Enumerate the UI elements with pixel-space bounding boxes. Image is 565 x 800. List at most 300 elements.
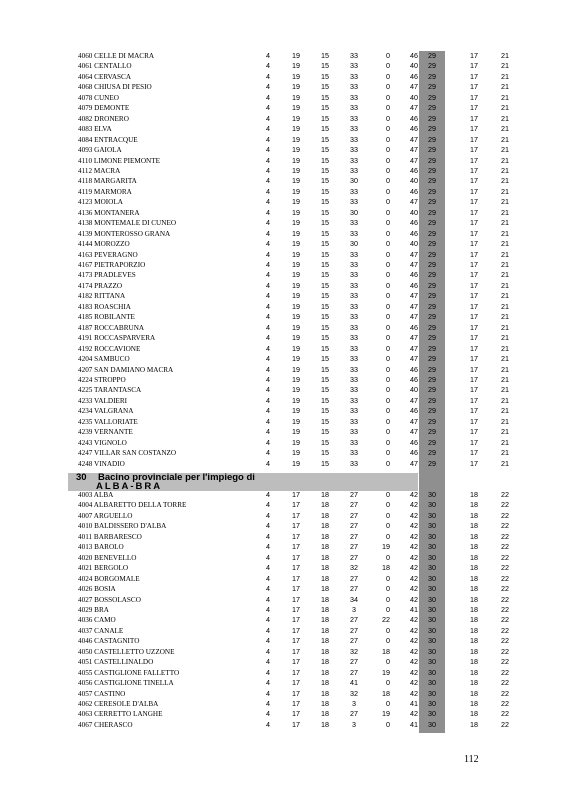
col-5: 0 (386, 155, 390, 165)
col-2: 19 (292, 113, 300, 123)
col-3: 15 (321, 312, 329, 322)
col-8: 17 (470, 239, 478, 249)
col-3: 15 (321, 343, 329, 353)
col-1: 4 (266, 103, 270, 113)
col-1: 4 (266, 584, 270, 594)
col-9: 22 (501, 510, 509, 520)
col-7: 29 (428, 354, 436, 364)
table-row (0, 61, 565, 71)
col-5: 0 (386, 51, 390, 60)
municipality-name: 4234 VALGRANA (78, 407, 134, 416)
col-4: 27 (350, 636, 358, 646)
col-9: 21 (501, 354, 509, 364)
col-2: 19 (292, 82, 300, 92)
col-3: 18 (321, 709, 329, 719)
col-1: 4 (266, 395, 270, 405)
col-3: 15 (321, 207, 329, 217)
col-4: 33 (350, 92, 358, 102)
col-7: 29 (428, 301, 436, 311)
col-1: 4 (266, 531, 270, 541)
col-5: 0 (386, 490, 390, 499)
col-3: 18 (321, 594, 329, 604)
col-2: 19 (292, 176, 300, 186)
col-1: 4 (266, 176, 270, 186)
col-5: 0 (386, 270, 390, 280)
col-2: 19 (292, 165, 300, 175)
col-4: 27 (350, 542, 358, 552)
municipality-name: 4182 RITTANA (78, 292, 126, 301)
col-6: 42 (410, 646, 418, 656)
table-row (0, 417, 565, 427)
col-6: 42 (410, 500, 418, 510)
section-header (68, 473, 418, 491)
col-9: 21 (501, 134, 509, 144)
col-7: 30 (428, 615, 436, 625)
col-5: 0 (386, 124, 390, 134)
col-9: 22 (501, 615, 509, 625)
col-3: 18 (321, 646, 329, 656)
col-8: 18 (470, 678, 478, 688)
col-8: 18 (470, 667, 478, 677)
col-8: 17 (470, 343, 478, 353)
table-row (0, 187, 565, 197)
col-5: 0 (386, 228, 390, 238)
col-6: 42 (410, 678, 418, 688)
col-8: 17 (470, 427, 478, 437)
col-9: 21 (501, 228, 509, 238)
col-2: 19 (292, 291, 300, 301)
col-1: 4 (266, 92, 270, 102)
municipality-name: 4010 BALDISSERO D'ALBA (78, 522, 167, 531)
col-6: 42 (410, 510, 418, 520)
municipality-name: 4055 CASTIGLIONE FALLETTO (78, 668, 180, 677)
col-2: 17 (292, 657, 300, 667)
table-row (0, 323, 565, 333)
col-3: 15 (321, 165, 329, 175)
col-6: 42 (410, 615, 418, 625)
col-4: 33 (350, 103, 358, 113)
col-1: 4 (266, 636, 270, 646)
col-9: 21 (501, 207, 509, 217)
col-4: 33 (350, 113, 358, 123)
municipality-name: 4027 BOSSOLASCO (78, 595, 141, 604)
col-8: 17 (470, 134, 478, 144)
col-9: 21 (501, 291, 509, 301)
col-3: 15 (321, 437, 329, 447)
col-7: 30 (428, 552, 436, 562)
col-2: 17 (292, 678, 300, 688)
table-row (0, 626, 565, 636)
col-6: 47 (410, 343, 418, 353)
col-2: 17 (292, 667, 300, 677)
col-7: 29 (428, 82, 436, 92)
table-row (0, 699, 565, 709)
col-1: 4 (266, 312, 270, 322)
col-2: 19 (292, 364, 300, 374)
col-5: 0 (386, 427, 390, 437)
table-row (0, 218, 565, 228)
col-4: 33 (350, 374, 358, 384)
col-2: 17 (292, 688, 300, 698)
col-3: 18 (321, 573, 329, 583)
col-8: 17 (470, 260, 478, 269)
col-4: 33 (350, 186, 358, 196)
col-8: 18 (470, 584, 478, 594)
col-9: 22 (501, 573, 509, 583)
col-8: 17 (470, 437, 478, 447)
col-5: 0 (386, 249, 390, 259)
col-6: 42 (410, 688, 418, 698)
col-2: 19 (292, 270, 300, 280)
col-6: 42 (410, 594, 418, 604)
col-3: 18 (321, 667, 329, 677)
col-3: 15 (321, 239, 329, 249)
table-row (0, 605, 565, 615)
col-5: 0 (386, 678, 390, 688)
col-4: 33 (350, 280, 358, 290)
col-8: 17 (470, 458, 478, 468)
col-4: 41 (350, 678, 358, 688)
col-8: 17 (470, 124, 478, 134)
municipality-name: 4060 CELLE DI MACRA (78, 52, 155, 60)
col-3: 18 (321, 678, 329, 688)
col-1: 4 (266, 719, 270, 729)
col-1: 4 (266, 218, 270, 228)
col-1: 4 (266, 625, 270, 635)
col-2: 19 (292, 437, 300, 447)
municipality-name: 4139 MONTEROSSO GRANA (78, 229, 171, 238)
col-6: 46 (410, 322, 418, 332)
table-row (0, 448, 565, 458)
col-7: 29 (428, 364, 436, 374)
col-2: 17 (292, 542, 300, 552)
col-7: 30 (428, 604, 436, 614)
col-7: 29 (428, 416, 436, 426)
col-1: 4 (266, 113, 270, 123)
col-8: 18 (470, 542, 478, 552)
col-7: 30 (428, 542, 436, 552)
section-subtitle: ALBA-BRA (96, 481, 163, 492)
col-4: 30 (350, 176, 358, 186)
col-5: 0 (386, 604, 390, 614)
table-row (0, 375, 565, 385)
col-5: 0 (386, 719, 390, 729)
col-8: 17 (470, 312, 478, 322)
municipality-name: 4084 ENTRACQUE (78, 135, 138, 144)
col-9: 21 (501, 448, 509, 458)
col-9: 22 (501, 657, 509, 667)
col-5: 0 (386, 145, 390, 155)
col-8: 17 (470, 218, 478, 228)
col-4: 32 (350, 563, 358, 573)
col-1: 4 (266, 374, 270, 384)
col-8: 17 (470, 228, 478, 238)
municipality-name: 4187 ROCCABRUNA (78, 323, 145, 332)
municipality-name: 4037 CANALE (78, 626, 124, 635)
col-6: 46 (410, 113, 418, 123)
col-1: 4 (266, 301, 270, 311)
col-1: 4 (266, 573, 270, 583)
col-7: 29 (428, 124, 436, 134)
col-3: 15 (321, 448, 329, 458)
col-6: 40 (410, 385, 418, 395)
col-3: 18 (321, 688, 329, 698)
col-6: 47 (410, 103, 418, 113)
col-3: 18 (321, 604, 329, 614)
table-row (0, 103, 565, 113)
col-7: 29 (428, 228, 436, 238)
col-9: 21 (501, 406, 509, 416)
table-row (0, 291, 565, 301)
municipality-name: 4118 MARGARITA (78, 177, 137, 186)
municipality-name: 4225 TARANTASCA (78, 386, 142, 395)
col-1: 4 (266, 270, 270, 280)
col-3: 15 (321, 155, 329, 165)
municipality-name: 4204 SAMBUCO (78, 355, 130, 364)
col-6: 46 (410, 364, 418, 374)
col-5: 19 (382, 709, 390, 719)
col-3: 15 (321, 228, 329, 238)
col-2: 19 (292, 354, 300, 364)
col-4: 33 (350, 124, 358, 134)
table-row (0, 657, 565, 667)
col-2: 19 (292, 228, 300, 238)
col-1: 4 (266, 343, 270, 353)
col-7: 29 (428, 155, 436, 165)
col-3: 18 (321, 699, 329, 708)
col-6: 42 (410, 573, 418, 583)
col-7: 29 (428, 176, 436, 186)
table-row (0, 312, 565, 322)
col-2: 19 (292, 134, 300, 144)
col-5: 0 (386, 521, 390, 531)
col-3: 15 (321, 134, 329, 144)
municipality-name: 4123 MOIOLA (78, 198, 123, 207)
col-4: 27 (350, 490, 358, 499)
municipality-name: 4093 GAIOLA (78, 146, 122, 155)
col-1: 4 (266, 239, 270, 249)
col-7: 29 (428, 103, 436, 113)
col-4: 3 (352, 699, 356, 708)
col-1: 4 (266, 510, 270, 520)
municipality-name: 4183 ROASCHIA (78, 302, 131, 311)
col-1: 4 (266, 207, 270, 217)
col-9: 22 (501, 521, 509, 531)
col-3: 18 (321, 584, 329, 594)
col-6: 46 (410, 51, 418, 60)
col-7: 29 (428, 92, 436, 102)
col-3: 15 (321, 280, 329, 290)
col-5: 22 (382, 615, 390, 625)
table-row (0, 595, 565, 605)
col-1: 4 (266, 61, 270, 71)
municipality-name: 4207 SAN DAMIANO MACRA (78, 365, 174, 374)
col-6: 40 (410, 207, 418, 217)
col-4: 33 (350, 197, 358, 207)
col-8: 18 (470, 594, 478, 604)
col-8: 17 (470, 395, 478, 405)
col-2: 17 (292, 584, 300, 594)
col-1: 4 (266, 521, 270, 531)
table-row (0, 250, 565, 260)
col-2: 17 (292, 719, 300, 729)
table-row (0, 615, 565, 625)
col-2: 19 (292, 260, 300, 269)
col-5: 0 (386, 406, 390, 416)
col-4: 27 (350, 510, 358, 520)
col-9: 21 (501, 176, 509, 186)
col-5: 18 (382, 563, 390, 573)
col-3: 15 (321, 71, 329, 81)
col-3: 15 (321, 61, 329, 71)
municipality-name: 4224 STROPPO (78, 375, 126, 384)
table-row (0, 385, 565, 395)
col-7: 29 (428, 197, 436, 207)
col-3: 15 (321, 92, 329, 102)
col-7: 30 (428, 699, 436, 708)
col-8: 17 (470, 51, 478, 60)
col-5: 0 (386, 186, 390, 196)
municipality-name: 4068 CHIUSA DI PESIO (78, 83, 152, 92)
col-6: 46 (410, 270, 418, 280)
col-1: 4 (266, 667, 270, 677)
col-8: 17 (470, 333, 478, 343)
section-title: Bacino provinciale per l'impiego di (98, 472, 255, 483)
municipality-name: 4020 BENEVELLO (78, 553, 137, 562)
col-4: 33 (350, 61, 358, 71)
col-4: 30 (350, 239, 358, 249)
municipality-name: 4163 PEVERAGNO (78, 250, 138, 259)
col-6: 46 (410, 124, 418, 134)
col-3: 15 (321, 249, 329, 259)
col-6: 46 (410, 406, 418, 416)
col-7: 30 (428, 594, 436, 604)
col-7: 29 (428, 437, 436, 447)
col-4: 3 (352, 604, 356, 614)
col-2: 17 (292, 552, 300, 562)
col-6: 42 (410, 531, 418, 541)
col-6: 46 (410, 218, 418, 228)
col-9: 21 (501, 280, 509, 290)
col-4: 27 (350, 657, 358, 667)
col-9: 21 (501, 197, 509, 207)
col-6: 47 (410, 416, 418, 426)
col-8: 18 (470, 625, 478, 635)
col-5: 0 (386, 374, 390, 384)
col-7: 30 (428, 584, 436, 594)
col-8: 18 (470, 604, 478, 614)
col-6: 47 (410, 155, 418, 165)
col-6: 46 (410, 165, 418, 175)
table-row (0, 709, 565, 719)
col-4: 33 (350, 82, 358, 92)
col-6: 42 (410, 521, 418, 531)
col-4: 33 (350, 301, 358, 311)
col-4: 27 (350, 521, 358, 531)
col-8: 17 (470, 61, 478, 71)
col-9: 22 (501, 604, 509, 614)
col-2: 19 (292, 343, 300, 353)
col-7: 29 (428, 343, 436, 353)
col-1: 4 (266, 322, 270, 332)
col-9: 21 (501, 186, 509, 196)
col-5: 0 (386, 552, 390, 562)
col-5: 0 (386, 103, 390, 113)
col-6: 40 (410, 239, 418, 249)
col-3: 15 (321, 427, 329, 437)
table-row (0, 720, 565, 730)
municipality-name: 4144 MOROZZO (78, 240, 130, 249)
col-9: 22 (501, 500, 509, 510)
col-4: 33 (350, 458, 358, 468)
col-8: 17 (470, 280, 478, 290)
col-2: 19 (292, 312, 300, 322)
col-6: 46 (410, 448, 418, 458)
municipality-name: 4185 ROBILANTE (78, 313, 135, 322)
municipality-name: 4119 MARMORA (78, 187, 132, 196)
col-5: 18 (382, 646, 390, 656)
col-6: 46 (410, 71, 418, 81)
col-7: 30 (428, 563, 436, 573)
col-2: 17 (292, 646, 300, 656)
table-row (0, 438, 565, 448)
col-5: 0 (386, 333, 390, 343)
col-9: 21 (501, 270, 509, 280)
col-5: 0 (386, 291, 390, 301)
col-2: 17 (292, 625, 300, 635)
col-9: 21 (501, 395, 509, 405)
col-5: 0 (386, 260, 390, 269)
municipality-name: 4083 ELVA (78, 125, 112, 134)
col-2: 17 (292, 594, 300, 604)
col-3: 15 (321, 113, 329, 123)
col-5: 0 (386, 280, 390, 290)
col-6: 42 (410, 563, 418, 573)
col-8: 18 (470, 709, 478, 719)
table-row (0, 647, 565, 657)
col-9: 21 (501, 103, 509, 113)
col-1: 4 (266, 197, 270, 207)
col-8: 18 (470, 563, 478, 573)
col-5: 0 (386, 531, 390, 541)
col-3: 15 (321, 354, 329, 364)
col-1: 4 (266, 280, 270, 290)
col-6: 46 (410, 374, 418, 384)
table-row (0, 636, 565, 646)
col-7: 29 (428, 134, 436, 144)
col-1: 4 (266, 416, 270, 426)
table-row (0, 406, 565, 416)
col-7: 29 (428, 186, 436, 196)
col-5: 0 (386, 165, 390, 175)
table-row (0, 166, 565, 176)
col-1: 4 (266, 186, 270, 196)
col-5: 19 (382, 667, 390, 677)
col-2: 19 (292, 427, 300, 437)
col-4: 30 (350, 207, 358, 217)
col-8: 17 (470, 301, 478, 311)
section-number: 30 (76, 472, 87, 483)
col-1: 4 (266, 678, 270, 688)
col-5: 0 (386, 510, 390, 520)
col-2: 19 (292, 186, 300, 196)
col-9: 22 (501, 625, 509, 635)
col-6: 47 (410, 249, 418, 259)
municipality-name: 4174 PRAZZO (78, 281, 123, 290)
municipality-name: 4082 DRONERO (78, 114, 129, 123)
col-4: 33 (350, 322, 358, 332)
col-2: 17 (292, 604, 300, 614)
